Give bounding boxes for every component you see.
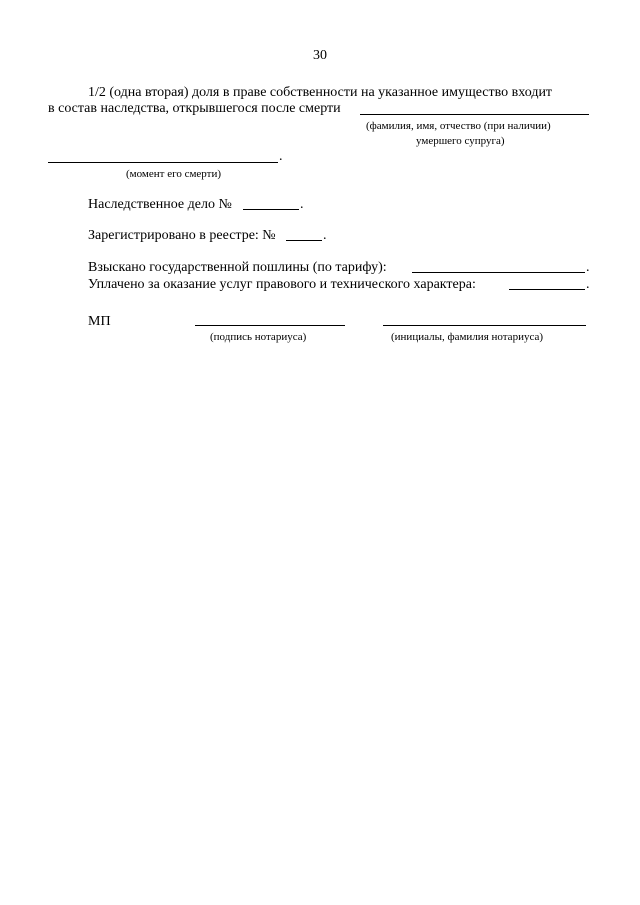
registry-label: Зарегистрировано в реестре: № xyxy=(88,228,276,243)
notary-signature-field[interactable] xyxy=(195,325,345,326)
registry-period: . xyxy=(323,228,327,243)
inheritance-case-label: Наследственное дело № xyxy=(88,197,232,212)
share-text-line-2: в состав наследства, открывшегося после смерти xyxy=(48,101,341,116)
state-fee-field[interactable] xyxy=(412,272,585,273)
deceased-name-caption-line-1: (фамилия, имя, отчество (при наличии) xyxy=(366,120,551,132)
state-fee-period: . xyxy=(586,260,590,275)
moment-of-death-caption: (момент его смерти) xyxy=(126,168,222,180)
state-fee-label: Взыскано государственной пошлины (по тарифу): xyxy=(88,260,387,275)
notary-name-caption: (инициалы, фамилия нотариуса) xyxy=(391,331,544,343)
services-fee-label: Уплачено за оказание услуг правового и технического характера: xyxy=(88,277,476,292)
deceased-name-field[interactable] xyxy=(360,114,589,115)
page-number: 30 xyxy=(313,48,327,63)
notary-signature-caption: (подпись нотариуса) xyxy=(210,331,307,343)
seal-label: МП xyxy=(88,314,111,329)
inheritance-case-number-field[interactable] xyxy=(243,209,299,210)
services-fee-field[interactable] xyxy=(509,289,585,290)
services-fee-period: . xyxy=(586,277,590,292)
inheritance-case-period: . xyxy=(300,197,304,212)
registry-number-field[interactable] xyxy=(286,240,322,241)
deceased-name-caption-line-2: умершего супруга) xyxy=(416,135,505,147)
notary-name-field[interactable] xyxy=(383,325,586,326)
share-text-line-1: 1/2 (одна вторая) доля в праве собственности на указанное имущество входит xyxy=(88,85,553,100)
moment-of-death-field[interactable] xyxy=(48,162,278,163)
moment-of-death-period: . xyxy=(279,149,283,164)
